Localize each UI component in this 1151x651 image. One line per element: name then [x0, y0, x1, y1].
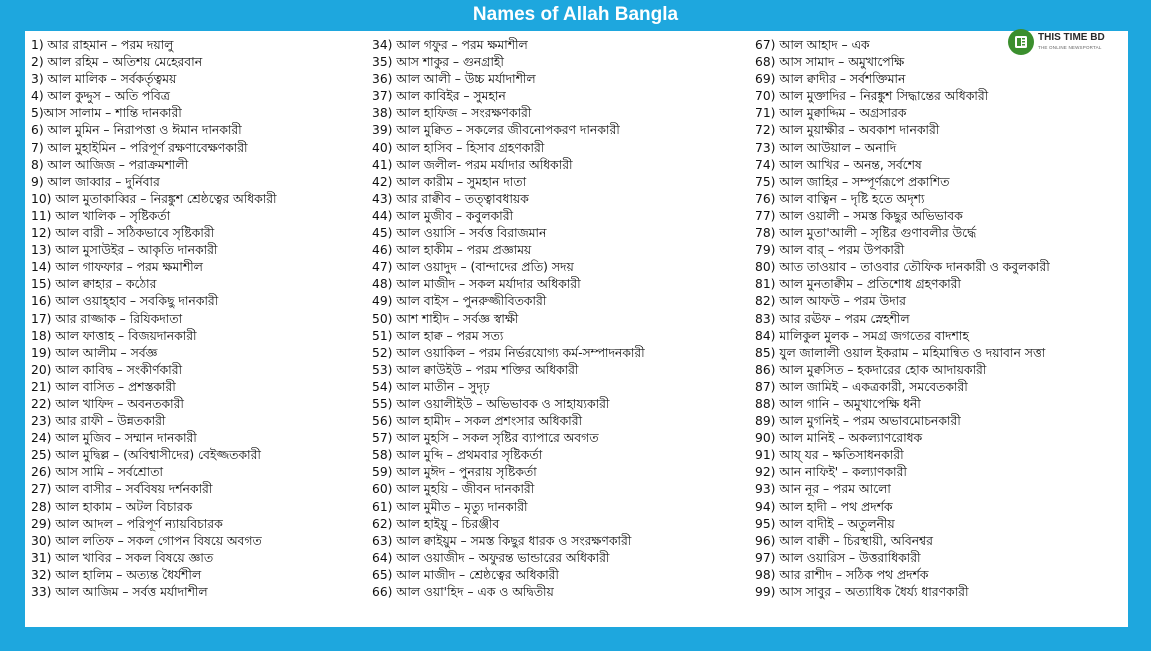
name-item: 1) আর রাহমান – পরম দয়ালু — [31, 38, 174, 52]
names-column-3 — [755, 37, 1127, 601]
newspaper-icon — [1008, 29, 1034, 55]
name-item: 71) আল মুক্বাদ্দিম – অগ্রসারক — [755, 106, 907, 121]
name-item: 10) আল মুতাকাব্বির – নিরঙ্কুশ শ্রেষ্ঠত্বের অধিকারী — [31, 191, 277, 206]
name-item: 12) আল বারী – সঠিকভাবে সৃষ্টিকারী — [31, 226, 215, 241]
name-item: 87) আল জামিই – একত্রকারী, সমবেতকারী — [755, 379, 968, 394]
name-item: 76) আল বাত্বিন – দৃষ্টি হতে অদৃশ্য — [755, 191, 925, 206]
name-item: 92) আন নাফিই' – কল্যাণকারী — [755, 465, 907, 480]
name-item: 62) আল হাইয়ু – চিরঞ্জীব — [372, 516, 500, 531]
name-item: 16) আল ওয়াহ্হাব – সবকিছু দানকারী — [31, 294, 219, 309]
name-item: 48) আল মাজীদ – সকল মর্যাদার অধিকারী — [372, 277, 581, 292]
name-item: 94) আল হাদী – পথ প্রদর্শক — [755, 499, 893, 514]
name-item: 50) আশ শাহীদ – সর্বজ্ঞ স্বাক্ষী — [372, 311, 519, 326]
name-item: 4) আল কুদ্দুস – অতি পবিত্র — [31, 89, 170, 104]
name-item: 14) আল গাফফার – পরম ক্ষমাশীল — [31, 260, 203, 275]
name-item: 51) আল হাক্ব – পরম সত্য — [372, 328, 504, 343]
name-item: 75) আল জাহির – সম্পূর্ণরূপে প্রকাশিত — [755, 174, 950, 189]
name-item: 69) আল ক্বাদীর – সর্বশক্তিমান — [755, 72, 906, 87]
name-item: 58) আল মুব্দি – প্রথমবার সৃষ্টিকর্তা — [372, 448, 543, 463]
name-item: 22) আল খাফিদ – অবনতকারী — [31, 396, 184, 411]
name-item: 98) আর রাশীদ – সঠিক পথ প্রদর্শক — [755, 567, 929, 582]
name-item: 6) আল মুমিন – নিরাপত্তা ও ঈমান দানকারী — [31, 123, 242, 138]
name-item: 19) আল আলীম – সর্বজ্ঞ — [31, 345, 158, 360]
name-item: 7) আল মুহাইমিন – পরিপূর্ণ রক্ষণাবেক্ষণকারী — [31, 140, 248, 155]
name-item: 57) আল মুহসি – সকল সৃষ্টির ব্যাপারে অবগত — [372, 431, 599, 446]
name-item: 68) আস সামাদ – অমুখাপেক্ষি — [755, 55, 905, 70]
name-item: 21) আল বাসিত – প্রশস্তকারী — [31, 379, 176, 394]
name-item: 13) আল মুসাউইর – আকৃতি দানকারী — [31, 243, 218, 258]
name-item: 27) আল বাসীর – সর্ববিষয় দর্শনকারী — [31, 482, 213, 497]
name-item: 38) আল হাফিজ – সংরক্ষণকারী — [372, 106, 532, 121]
name-item: 60) আল মুহয়ি – জীবন দানকারী — [372, 482, 535, 497]
name-item: 95) আল বাদীই – অতুলনীয় — [755, 516, 895, 531]
name-item: 30) আল লতিফ – সকল গোপন বিষয়ে অবগত — [31, 533, 262, 548]
name-item: 39) আল মুক্বিত – সকলের জীবনোপকরণ দানকারী — [372, 123, 620, 138]
name-item: 31) আল খাবির – সকল বিষয়ে জ্ঞাত — [31, 550, 214, 565]
name-item: 18) আল ফাত্তাহ – বিজয়দানকারী — [31, 328, 197, 343]
name-item: 99) আস সাবুর – অত্যাধিক ধৈর্য্য ধারণকারী — [755, 585, 969, 599]
name-item: 81) আল মুনতাক্বীম – প্রতিশোধ গ্রহণকারী — [755, 277, 961, 292]
name-item: 44) আল মুজীব – কবুলকারী — [372, 208, 513, 223]
name-item: 9) আল জাব্বার – দুর্নিবার — [31, 174, 160, 189]
bottom-strip — [0, 641, 1151, 651]
name-item: 46) আল হাকীম – পরম প্রজ্ঞাময় — [372, 243, 532, 258]
name-item: 59) আল মুঈদ – পুনরায় সৃষ্টিকর্তা — [372, 465, 537, 480]
name-item: 11) আল খালিক – সৃষ্টিকর্তা — [31, 208, 171, 223]
name-item: 97) আল ওয়ারিস – উত্তরাধিকারী — [755, 550, 921, 565]
name-item: 85) যুল জালালী ওয়াল ইকরাম – মহিমান্বিত ও দয়াবান সত্তা — [755, 345, 1046, 360]
name-item: 24) আল মুজিব – সম্মান দানকারী — [31, 431, 197, 446]
name-item: 55) আল ওয়ালীইউ – অভিভাবক ও সাহায্যকারী — [372, 396, 610, 411]
name-item: 61) আল মুমীত – মৃত্যু দানকারী — [372, 499, 528, 514]
name-item: 45) আল ওয়াসি – সর্বত্ত বিরাজমান — [372, 226, 547, 241]
names-panel — [25, 31, 1128, 627]
name-item: 66) আল ওয়া'হিদ – এক ও অদ্বিতীয় — [372, 585, 554, 599]
name-item: 67) আল আহাদ – এক — [755, 38, 870, 52]
name-item: 77) আল ওয়ালী – সমস্ত কিছুর অভিভাবক — [755, 208, 963, 223]
name-item: 47) আল ওয়াদুদ – (বান্দাদের প্রতি) সদয় — [372, 260, 574, 275]
name-item: 36) আল আলী – উচ্চ মর্যাদাশীল — [372, 72, 536, 87]
name-item: 37) আল কাবিইর – সুমহান — [372, 89, 506, 104]
name-item: 40) আল হাসিব – হিসাব গ্রহণকারী — [372, 140, 545, 155]
name-item: 25) আল মুদ্বিল্ল – (অবিশ্বাসীদের) বেইজ্জতকারী — [31, 448, 261, 463]
page-title: Names of Allah Bangla — [472, 4, 679, 25]
name-item: 73) আল আউয়াল – অনাদি — [755, 140, 897, 155]
name-item: 26) আস সামি – সর্বশ্রোতা — [31, 465, 163, 480]
name-item: 80) আত তাওয়াব – তাওবার তৌফিক দানকারী ও কবুলকারী — [755, 260, 1050, 275]
name-item: 65) আল মাজীদ – শ্রেষ্ঠত্বের অধিকারী — [372, 567, 559, 582]
name-item: 49) আল বাইস – পুনরুজ্জীবিতকারী — [372, 294, 547, 309]
name-item: 56) আল হামীদ – সকল প্রশংসার অধিকারী — [372, 414, 582, 429]
name-item: 91) আয্ যর – ক্ষতিসাধনকারী — [755, 448, 904, 463]
name-item: 70) আল মুক্তাদির – নিরঙ্কুশ সিদ্ধান্তের অধিকারী — [755, 89, 989, 104]
name-item: 41) আল জলীল- পরম মর্যাদার অধিকারী — [372, 157, 573, 172]
logo-tagline: THE ONLINE NEWSPORTAL — [1038, 45, 1102, 50]
name-item: 93) আন নূর – পরম আলো — [755, 482, 891, 497]
names-column-2 — [372, 37, 750, 601]
name-item: 83) আর রঊফ – পরম স্নেহশীল — [755, 311, 910, 326]
name-item: 23) আর রাফী – উন্নতকারী — [31, 414, 166, 429]
name-item: 84) মালিকুল মুলক – সমগ্র জগতের বাদশাহ — [755, 328, 969, 343]
name-item: 74) আল আখির – অনন্ত, সর্বশেষ — [755, 157, 922, 172]
name-item: 32) আল হালিম – অত্যন্ত ধৈর্যশীল — [31, 567, 202, 582]
name-item: 34) আল গফুর – পরম ক্ষমাশীল — [372, 38, 528, 52]
name-item: 79) আল বার্ – পরম উপকারী — [755, 243, 905, 258]
name-item: 43) আর রাক্বীব – তত্ত্বাবধায়ক — [372, 191, 529, 206]
name-item: 52) আল ওয়াকিল – পরম নির্ভরযোগ্য কর্ম-সম্পাদনকারী — [372, 345, 645, 360]
name-item: 20) আল কাবিদ্ব – সংকীর্ণকারী — [31, 362, 182, 377]
name-item: 28) আল হাকাম – অটল বিচারক — [31, 499, 193, 514]
name-item: 78) আল মুতা'আলী – সৃষ্টির গুণাবলীর উর্দ্ধে — [755, 226, 977, 241]
name-item: 96) আল বাক্বী – চিরস্থায়ী, অবিনশ্বর — [755, 533, 933, 548]
name-item: 8) আল আজিজ – পরাক্রমশালী — [31, 157, 189, 172]
name-item: 5)আস সালাম – শান্তি দানকারী — [31, 106, 182, 121]
site-logo — [1008, 29, 1123, 57]
name-item: 90) আল মানিই – অকল্যাণরোধক — [755, 431, 923, 446]
name-item: 82) আল আফউ – পরম উদার — [755, 294, 906, 309]
name-item: 15) আল ক্বাহার – কঠোর — [31, 277, 157, 292]
logo-name: THIS TIME BD — [1038, 32, 1105, 43]
name-item: 63) আল ক্বাইয়ুম – সমস্ত কিছুর ধারক ও সংরক্ষণকারী — [372, 533, 632, 548]
name-item: 64) আল ওয়াজীদ – অফুরন্ত ভান্ডারের অধিকারী — [372, 550, 610, 565]
name-item: 54) আল মাতীন – সুদৃঢ় — [372, 379, 490, 394]
name-item: 33) আল আজিম – সর্বত্ত মর্যাদাশীল — [31, 585, 208, 599]
name-item: 86) আল মুক্বসিত – হকদারের হোক আদায়কারী — [755, 362, 987, 377]
name-item: 29) আল আদল – পরিপূর্ণ ন্যায়বিচারক — [31, 516, 223, 531]
name-item: 53) আল ক্বাউইউ – পরম শক্তির অধিকারী — [372, 362, 579, 377]
name-item: 17) আর রাজ্জাক – রিযিকদাতা — [31, 311, 183, 326]
name-item: 72) আল মুয়াক্ষীর – অবকাশ দানকারী — [755, 123, 940, 138]
name-item: 35) আস শাকুর – গুনগ্রাহী — [372, 55, 504, 70]
name-item: 3) আল মালিক – সর্বকর্তৃত্বময় — [31, 72, 177, 87]
name-item: 88) আল গানি – অমুখাপেক্ষি ধনী — [755, 396, 921, 411]
name-item: 89) আল মুগনিই – পরম অভাবমোচনকারী — [755, 414, 961, 429]
name-item: 2) আল রহিম – অতিশয় মেহেরবান — [31, 55, 203, 70]
name-item: 42) আল কারীম – সুমহান দাতা — [372, 174, 527, 189]
names-column-1 — [31, 37, 366, 601]
